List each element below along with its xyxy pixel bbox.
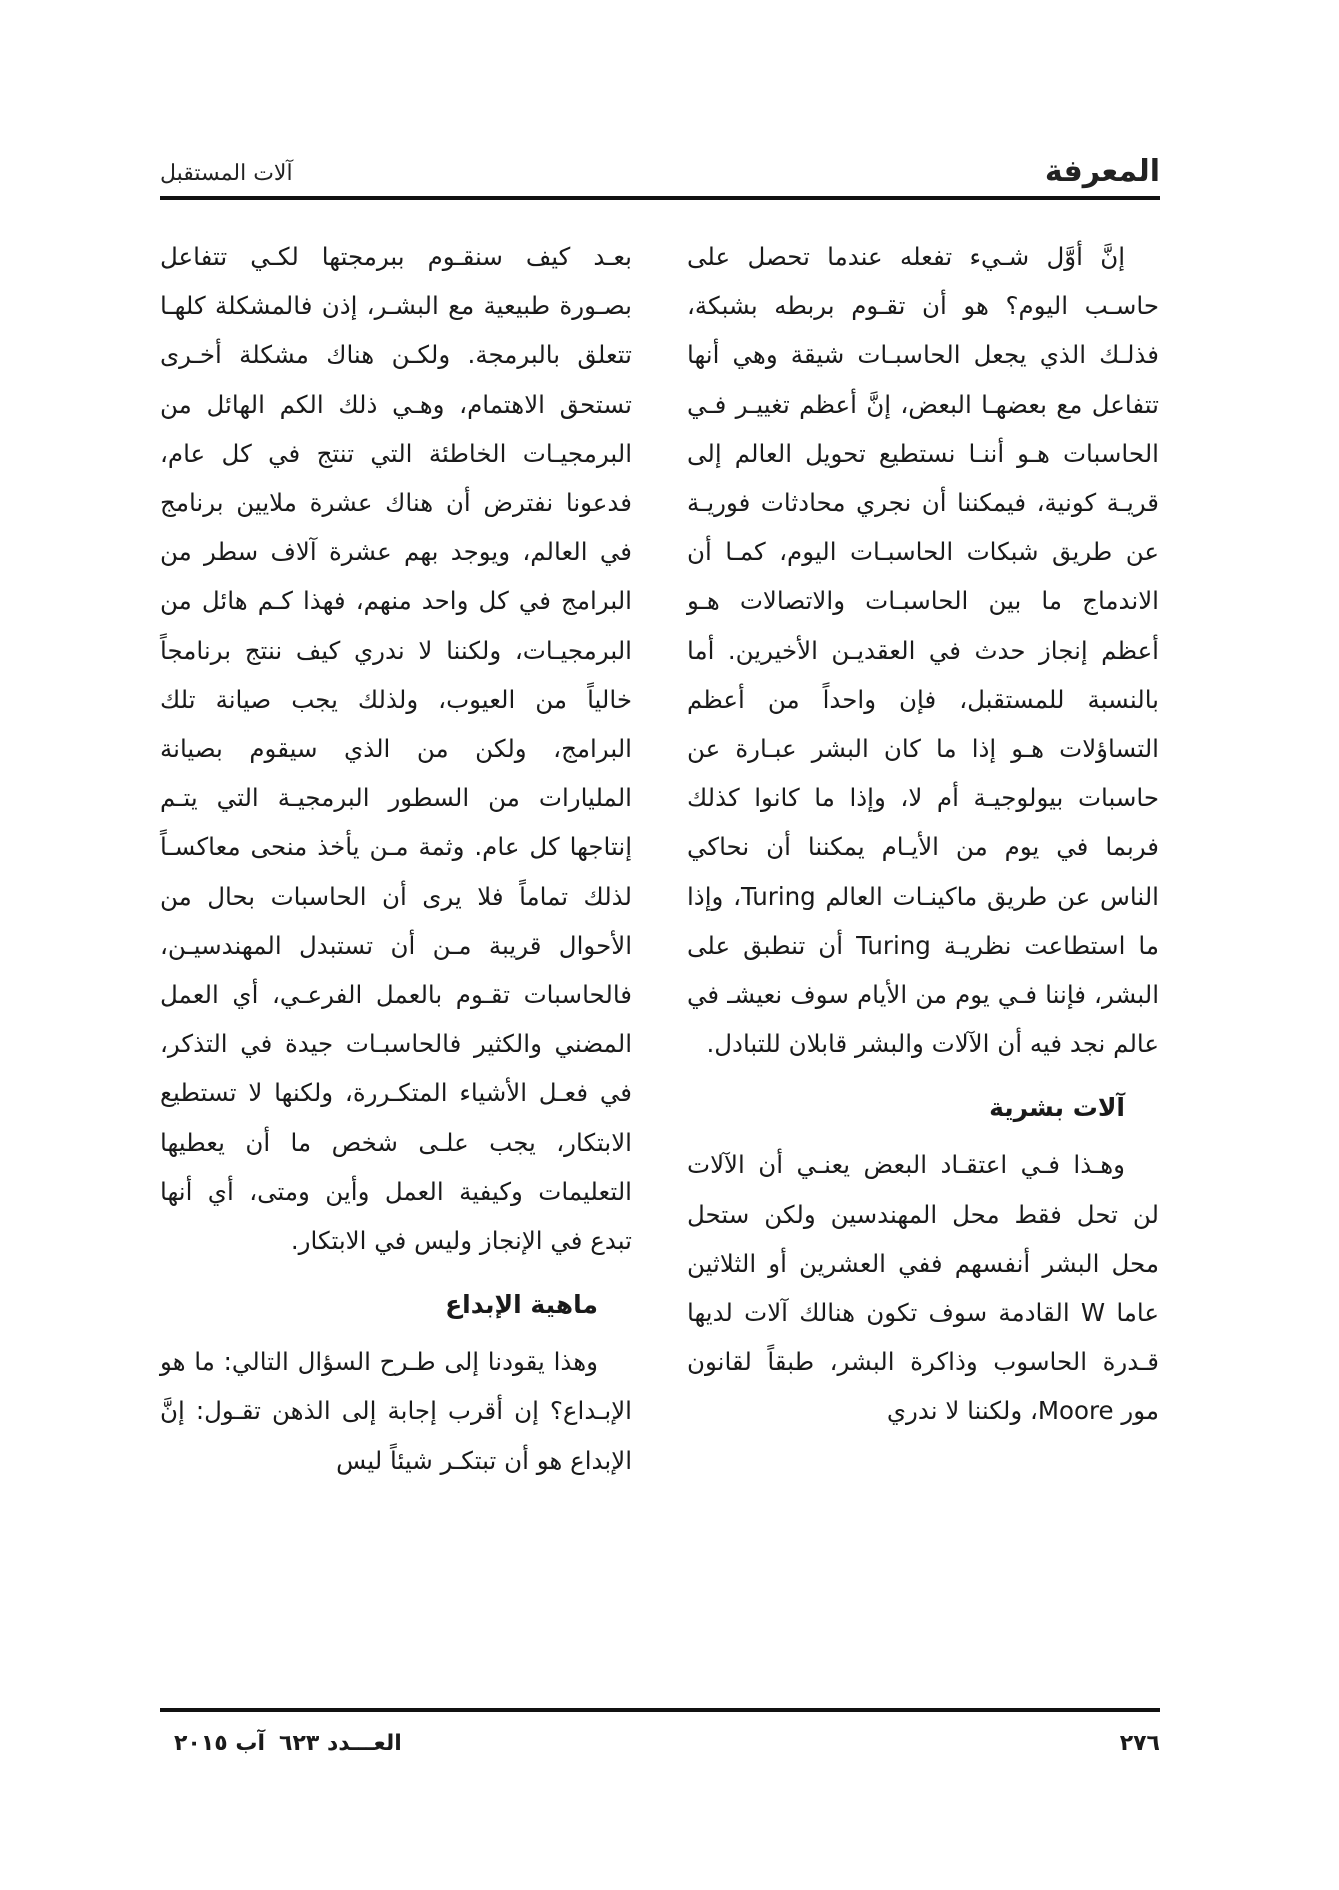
page-footer <box>160 1724 1160 1764</box>
footer-rule <box>160 1708 1160 1712</box>
subheading: آلات بشرية <box>989 1093 1125 1123</box>
right-column <box>687 232 1159 1436</box>
magazine-logo: المعرفة <box>1044 154 1160 189</box>
left-column <box>160 232 632 1485</box>
paragraph: إنَّ أوَّل شـيء تفعله عندما تحصل على حاسـب اليوم؟ هو أن تقـوم بربطه بشبكة، فذلـك الذي يجعل الحاسبـات شيقة وهي أنها تتفاعل مع بعضهـا البعض، إنَّ أعظم تغييـر فـي الحاسبات هـو أننـا نستطيع تحويل العالم إلى قريـة كونية، فيمكننا أن نجري محادثات فوريـة عن طريق شبكات الحاسبـات اليوم، كمـا أن الاندماج ما بين الحاسبـات والاتصالات هـو أعظم إنجاز حدث في العقديـن الأخيرين. أما بالنسبة للمستقبل، فإن واحداً من أعظم التساؤلات هـو إذا ما كان البشر عبـارة عن حاسبات بيولوجيـة أم لا، وإذا ما كانوا كذلك فربما في يوم من الأيـام يمكننا أن نحاكي الناس عن طريق ماكينـات العالم Turing، وإذا ما استطاعت نظريـة Turing أن تنطبق على البشر، فإننا فـي يوم من الأيام سوف نعيشـ في عالم نجد فيه أن الآلات والبشر قابلان للتبادل. <box>687 242 1159 1059</box>
paragraph: وهـذا فـي اعتقـاد البعض يعنـي أن الآلات لن تحل فقط محل المهندسين ولكن ستحل محل البشر أنفسهم ففي العشرين أو الثلاثين عاما W القادمة سوف تكون هنالك آلات لديها قـدرة الحاسوب وذاكرة البشر، طبقاً لقانون مور Moore، ولكننا لا ندري <box>687 1150 1159 1426</box>
page-header <box>160 152 1160 196</box>
header-rule <box>160 196 1160 200</box>
issue-info <box>160 1724 402 1764</box>
issue-number: العـــدد ٦٢٣ <box>279 1731 402 1756</box>
section-title: آلات المستقبل <box>160 161 293 186</box>
paragraph: بعـد كيف سنقـوم ببرمجتها لكـي تتفاعل بصـورة طبيعية مع البشـر، إذن فالمشكلة كلهـا تتعلق بالبرمجة. ولكـن هناك مشكلة أخـرى تستحق الاهتمام، وهـي ذلك الكم الهائل من البرمجيـات الخاطئة التي تنتج في كل عام، فدعونا نفترض أن هناك عشرة ملايين برنامج في العالم، ويوجد بهم عشرة آلاف سطر من البرامج في كل واحد منهم، فهذا كـم هائل من البرمجيـات، ولكننا لا ندري كيف ننتج برنامجاً خالياً من العيوب، ولذلك يجب صيانة تلك البرامج، ولكن من الذي سيقوم بصيانة المليارات من السطور البرمجيـة التي يتـم إنتاجها كل عام. وثمة مـن يأخذ منحى معاكسـاً لذلك تماماً فلا يرى أن الحاسبات بحال من الأحوال قريبة مـن أن تستبدل المهندسيـن، فالحاسبات تقـوم بالعمل الفرعـي، أي العمل المضني والكثير فالحاسبـات جيدة في التذكر، في فعـل الأشياء المتكـررة، ولكنها لا تستطيع الابتكار، يجب علـى شخص ما أن يعطيها التعليمات وكيفية العمل وأين ومتى، أي أنها تبدع في الإنجاز وليس في الابتكار. <box>160 242 632 1256</box>
subheading: ماهية الإبداع <box>445 1290 598 1320</box>
issue-date: آب ٢٠١٥ <box>174 1731 266 1756</box>
paragraph: وهذا يقودنا إلى طـرح السؤال التالي: ما هو الإبـداع؟ إن أقرب إجابة إلى الذهن تقـول: إنَّ الإبداع هو أن تبتكـر شيئاً ليس <box>160 1347 632 1475</box>
page-number: ٢٧٦ <box>1119 1731 1160 1756</box>
